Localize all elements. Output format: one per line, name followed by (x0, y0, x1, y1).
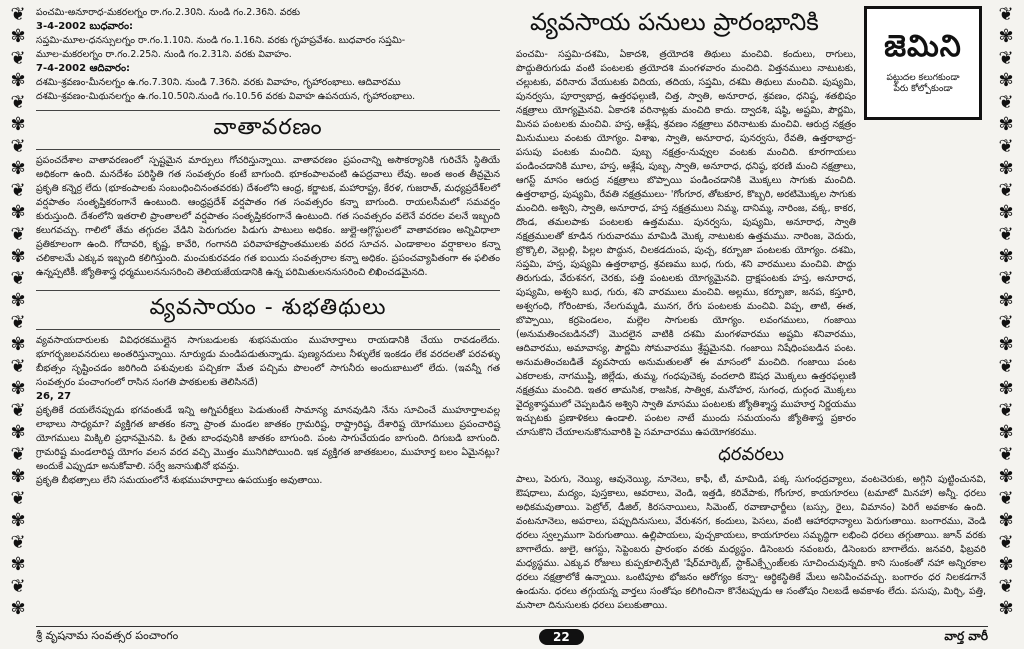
prices-paragraph: పాలు, పెరుగు, నెయ్యి, ఆవునెయ్యి, నూనెలు, కాఫీ, టీ, మామిడి, పక్క సుగంధద్రవ్యాలు, వంటచెరుకు, అగ్గిని పుట్టించునవి, ఔషధాలు, మద్యం, పుస్తకాలు, ఆవరాలు, వెండి, ఇత్తడి, కరివేపాకు, గోంగూర, కాయగూరలు (టమాటో మినహా) అన్నీ. ధరలు అధికమవుతాయి. పెట్రోల్, డీజిల్, కిరసనాయిలు, సిమెంట్, రవాణాఛార్జీలు (బస్సు, రైలు, విమానం) పెరిగే అవకాశం ఉంది. వంటనూనెలు, అపరాలు, పప్పుదినుసులు, వేరుశనగ, కందులు, పెసలు, వంటి ఆహారధాన్యాలు పెరుగుతాయి. బంగారము, వెండి ధరలు స్వల్పముగా పెరుగుతాయి. ఉల్లిపాయలు, పుచ్చకాయలు, కాయగూరలు సమృద్ధిగా లభించి ధరలు తగ్గుతాయి. జూన్ వరకు బాగాలేదు. జులై, ఆగస్టు, సెప్టెంబరు ప్రారంభం వరకు మధ్యస్థం. డిసెంబరు నవంబరు, డిసెంబరు బాగాలేదు. జనవరి, ఫిబ్రవరి మధ్యస్థము. ఎక్కువ రోజులు కుప్పకూలిన్పేటి 'షేర్‌మార్కెట్, స్టాక్‌ఎక్స్చేంజ్‌లకు సూచించువున్నది. కాని సుంకంతో నహా అన్నిరకాల ధరలు నక్షత్రాలోకే ఉన్నాయి. ఒంటిపూట భోజనం ఆరోగ్యం కన్నా- ఆర్థికస్థితికే మేలు అనిపించవచ్చు. బంగారం ధర నిలకడగానే ఉండును. ధరలు తగ్గుయన్న వార్తలు సంతోషం కలిగించినా కొనేటప్పుడు ఆ సంతోషం నిలబడే అవకాశం లేదు. పసుపు, మిర్చి, పత్తి, మసాలా దినుసులకు ధరలు పలుకుతాయి. (516, 474, 986, 611)
ornament-icon: ✾ (998, 246, 1014, 267)
agri-paragraph: వ్యవసాయదారులకు వివిధరకముల్లైన సాగుబడులకు శుభసమయం ముహూర్తాలు రాయడానికి చేయు రావడంలేదు. భూగర్భజలవనరులు అంతరిస్తున్నాయి. నూర్యుడు మండిపడుతున్నాడు. పుణ్యనదులు నీళ్ళులేక ఇంకడం లేక వరదలతో పరవళ్ళు బీభత్సం సృష్టించడం జరిగింది పశువులకు పచ్చికగా మేత పచ్చిమ పొలంలో సాగునీరు అందుబాటులో లేదు. (ఇవన్నీ గత సంవత్సరం పంచాంగంలో రాసిన సంగతి పాఠకులకు తెలిసినదే) (36, 335, 500, 388)
prices-heading: ధరవరలు (718, 444, 784, 465)
ornament-icon: ❦ (998, 400, 1014, 421)
ornament-icon: ✾ (10, 510, 26, 531)
ornament-icon: ✾ (10, 598, 26, 619)
ornament-icon: ✾ (10, 334, 26, 355)
ornament-icon: ❦ (998, 268, 1014, 289)
date-heading: 7-4-2002 ఆదివారం: (36, 63, 131, 74)
weather-heading: వాతావరణం (213, 115, 323, 140)
ornament-icon: ❦ (998, 444, 1014, 465)
ornament-icon: ✾ (998, 378, 1014, 399)
ornament-icon: ❦ (10, 488, 26, 509)
ornament-icon: ✾ (998, 554, 1014, 575)
gemini-logo (864, 6, 982, 120)
ornament-icon: ✾ (10, 158, 26, 179)
ornament-icon: ❦ (998, 532, 1014, 553)
ornament-icon: ❦ (10, 356, 26, 377)
ornament-icon: ✾ (998, 334, 1014, 355)
ornament-icon: ✾ (10, 378, 26, 399)
agri-heading-box (36, 290, 500, 330)
ornament-icon: ✾ (998, 290, 1014, 311)
ornament-icon: ✾ (998, 70, 1014, 91)
ornament-icon: ❦ (10, 576, 26, 597)
agri-paragraph: ప్రకృతి బీభత్సాలు లేని సమయంలోనే శుభముహూర్తాలు ఉపయుక్తం అవుతాయి. (36, 475, 323, 486)
ornament-icon: ✾ (998, 26, 1014, 47)
ornament-icon: ❦ (998, 48, 1014, 69)
logo-tagline-2: పేరు కోల్పోకుండా (893, 84, 953, 94)
ornament-icon: ❦ (10, 48, 26, 69)
muhurtham-line: మూల-మకరలగ్నం రా.గం.2.25ని. నుండి గం.2.31ని. వరకు వివాహం. (36, 49, 292, 60)
ornament-icon: ✾ (998, 114, 1014, 135)
ornament-icon: ❦ (998, 488, 1014, 509)
footer-brand: వార్త వారీ (944, 628, 988, 643)
muhurtham-line: దశమి-శ్రవణం-మీనలగ్నం ఉ.గం.7.30ని. నుండి 7.36ని. వరకు వివాహం, గృహారంభాలు. ఆదివారము (36, 77, 401, 88)
ornament-icon: ❦ (998, 180, 1014, 201)
page-number: 22 (539, 629, 584, 645)
ornament-icon: ❦ (998, 312, 1014, 333)
ornament-icon: ✾ (998, 158, 1014, 179)
ornament-icon: ❦ (10, 136, 26, 157)
ornament-icon: ❦ (998, 356, 1014, 377)
right-title: వ్యవసాయ పనులు ప్రారంభానికి (530, 8, 819, 36)
ornament-icon: ❦ (10, 268, 26, 289)
ornament-icon: ✾ (10, 290, 26, 311)
ornament-icon: ✾ (10, 246, 26, 267)
ornament-icon: ✾ (998, 510, 1014, 531)
ornament-icon: ❦ (10, 4, 26, 25)
ornament-icon: ❦ (10, 312, 26, 333)
ornament-icon: ✾ (10, 554, 26, 575)
agri-days: 26, 27 (36, 391, 72, 402)
ornament-icon: ✾ (998, 202, 1014, 223)
left-ornamental-border (4, 4, 32, 627)
footer-publication-title: శ్రీ వృషనామ సంవత్సర పంచాంగం (36, 629, 179, 642)
agri-paragraph: ప్రకృతికే దయలేనప్పుడు భగవంతుడే ఇన్ని అగ్నిపరీక్షలు పెడుతుంటే సామాన్య మానవుడిని నేను సూచించే ముహూర్తాలవల్ల లాభాలు సాధ్యమా? వ్యక్తిగత జాతకం కన్నా ప్రాంత మండల జాతకం గ్రామరిష్ట, రాష్ట్రారిష్ట, దేశారిష్ట యోగములు ప్రపంచారిష్ట యోగములు మిక్కిలి ప్రధానమైనవి. ఓ రైతు బాంధవునికి జాతకం బాగుంది. పంట సాగుచేయడం బాగుంది. దిగుబడి బాగుంది. గ్రామరిష్ట మండలారిష్ట యోగం వలన వరద వచ్చి మొత్తం మునిగిపోయింది. ఇక వ్యక్తిగత జాతకబలం, ముహూర్త బలం ఏమైనట్లు? అందుకే ఎప్పుడూ అనుకోవాలి. సర్వే జనాసుఖినో భవన్తు. (36, 405, 500, 472)
right-intro-paragraph: పంచమి- సప్తమి-దశమి, ఏకాదశి, త్రయోదశి తిథులు మంచివి. కందులు, రాగులు, పొద్దుతిరుగుడు వంటి పంటలకు త్రయోదశి మంగళవారం మంచిది. విత్తనములు నాటుటకు, చల్లుటకు, వరినారు వేయుటకు విదియ, తదియ, సప్తమి, దశమి తిథులు మంచివి. పుష్యమి, పునర్వసు, పూర్వాభాద్ర, ఉత్తరఫల్గుణి, చిత్త, స్వాతి, అనూరాధ, శ్రవణం, ధనిష్ఠ, శతభిషం నక్షత్రాలు యోగ్యమైనవి. ఏకాదశి వరినాట్లకు మంచిది కాదు. ద్వాదశి, షష్ఠి, అష్టమి, పౌర్ణమి, మినప పంటలకు మంచివి. హస్త, ఆశ్లేష, శ్రవణం నక్షత్రాలు వరినాటుకు మంచివి. ఆరుద్ర నక్షత్రం మినుములు వంటకు యోగ్యం. విశాఖ, స్వాతి, అనూరాధ, పునర్వసు, రేవతి, ఉత్తరాభాద్ర- పసుపు పంటకు మంచిది. పుబ్బ నక్షత్రం-నువ్వుల వంటకు మంచిది. కూరగాయలు పండించడానికి మూల, హస్త, ఆశ్లేష, పుబ్బ, స్వాతి, అనూరాధ, ధనిష్ఠ, భరణి మంచి నక్షత్రాలు, ఆగస్ట్ మాసం ఆరుద్ర నక్షత్రాలు బొప్పాయి పండించడానికి మొక్కలు సాగుకు మంచిది. ఉత్తరాభాద్ర, పుష్యమి, రేవతి నక్షత్రములు- 'గోంగూర, తోటకూర, కొబ్బరి, అరటిమొక్కల సాగుకు మంచిది. అశ్విని, స్వాతి, అనూరాధ, హస్త నక్షత్రములు నిమ్మ, దానిమ్మ, నారింజ, వక్క, కాకర, దొండ, తమలపాకు పంటలకు ఉత్తమము. పునర్వసు, పుష్యమి, అనూరాధ, స్వాతి నక్షత్రములతో కూడిన గురువారము మామిడి మొక్క నాటుటకు ఉత్తమము. నారింజ, వెదురు, బ్రొక్కొలి, వెల్లుల్లి, పిల్లల పొద్దున, చిలకడదుంప, పుచ్చ, కర్బూజా పంటలకు యోగ్యం. దశమి, సప్తమి, హస్త, పుష్యమి ఉత్తరాభాద్ర, శ్రవణము బుధ, గురు, శని వారములు మంచివి. పొద్దు తిరుగుడు, వేరుశనగ, చెరకు, పత్తి పంటలకు యోగ్యమైనవి. ద్రాక్షపంటకు హస్త, అనూరాధ, పుష్యమి, అశ్వని బుధ, గురు, శని వారములు మంచివి. అల్లము, కర్బూజా, జనప, కస్తూరి, అశ్వగంధి, గోరింటాకు, నేలగుమ్మడి, మునగ, రేగు పంటలకు మంచివి. విప్ప, తాటి, ఈత, బొప్పాయి, కర్రపెండలం, మల్లెల సాగులకు యోగ్యం. లవంగములు, గంజాయి (అనుమతించబడినచో) మొదలైన వాటికి దశమి మంగళవారము అష్టమి శనివారము, ఆదివారము, అమావాస్య, పౌర్ణమి సోమవారము శ్రేష్టమైనవి. గంజాయి నిషేధింపబడిన పంట. అనుమతించబడితే వ్యవసాయ అనుమతులతో ఈ మాసంలో మంచిది. గంజాయి పంట ఎకరాలకు, నాగముష్టి, జిల్లేడు, తుమ్మ, గంధపుచెక్క వందలాది ఔషధ మొక్కలు ఉత్తరఫల్గుణి నక్షత్రము మంచిది. ఇతర తామసిక, రాజసిక, సాత్విక, మనోహర, సుగంధ, దుర్గంధ మొక్కలు వైద్యశాస్త్రములో చెప్పబడిన అశ్విని స్వాతి మాసము పంటలకు జ్యోతిశ్శాస్త్ర ముహూర్త నిర్ణయము ఇచ్చుటకు ప్రణాళికలు ఉండాలి. పంటల నాటే ముందు సమయంను జ్యోతిశాస్త్ర ప్రకారం చూసుకొని చేయాలనుకొనువారికి పై సమాచారము ఉపయోగకరము. (516, 49, 856, 438)
ornament-icon: ✾ (10, 26, 26, 47)
date-heading: 3-4-2002 బుధవారం: (36, 21, 134, 32)
ornament-icon: ❦ (998, 92, 1014, 113)
ornament-icon: ❦ (10, 532, 26, 553)
ornament-icon: ✾ (10, 466, 26, 487)
ornament-icon: ❦ (10, 92, 26, 113)
ornament-icon: ✾ (998, 422, 1014, 443)
logo-tagline (882, 71, 963, 97)
ornament-icon: ✾ (10, 202, 26, 223)
muhurtham-line: సప్తమి-మూల-ధనస్సులగ్నం రా.గం.1.10ని. నుండి గం.1.16ని. వరకు గృహప్రవేశం. బుధవారం సప్తమి- (36, 35, 406, 46)
right-ornamental-border (992, 4, 1020, 627)
ornament-icon: ✾ (10, 114, 26, 135)
logo-tagline-1: పట్టుదల కలుగకుండా (886, 73, 960, 83)
ornament-icon: ❦ (10, 224, 26, 245)
ornament-icon: ❦ (10, 444, 26, 465)
ornament-icon: ✾ (998, 466, 1014, 487)
muhurtham-line: పంచమి-అనూరాధ-మకరలగ్నం రా.గం.2.30ని. నుండి గం.2.36ని. వరకు (36, 7, 301, 18)
ornament-icon: ✾ (10, 422, 26, 443)
weather-paragraph: ప్రపంచదేశాల వాతావరణంలో స్పష్టమైన మార్పులు గోచరిస్తున్నాయి. వాతావరణం ప్రపంచాన్ని అసౌకర్యానికి గురిచేసే స్థితియే అధికంగా ఉంది. మనదేశం పరిస్థితి గత సంవత్సరం కంటే బాగుంది. భూకంపాలవంటి ఉపద్రవాలు లేవు. అంత అంత తీవ్రమైన ప్రకృతి కన్నెర్ర లేదు (భూకంపాలకు సంబంధించినంతవరకు) దేశంలోని ఆంధ్ర, కర్ణాటక, మహారాష్ట్ర, కేరళ, గుజరాత్, మధ్యప్రదేశ్‌లలో వర్షపాతం సంతృప్తికరంగానే ఉంటుంది. ఆంధ్రప్రదేశ్ వర్షపాతం గత సంవత్సరం కన్నా బాగుంది. రాయలసీమలో సమవర్షం కురుస్తుంది. దేశంలోని ఇతరాలి ప్రాంతాలలో వర్షపాతం సంతృప్తికరంగానే ఉంటుంది. గత సంవత్సరం వలెనే వరదల వలనే ఇబ్బంది కలుగవచ్చు. గాలిలో తేమ తగ్గుదల వేడిని పెరుగుదల పిడుగు పాటులు అధికం. జుల్లై-ఆగ్గొస్టులలో వాతావరణం అన్నివిధాలా ప్రతికూలంగా ఉంది. గోదావరి, కృష్ణ, కావేరి, గంగానది పరివాహకప్రాంతములకు వరద సూచన. ఎండాకాలం వర్షాకాలం కన్నా చలికాలమే ఎక్కువ ఇబ్బంది కలిగిస్తుంది. మంచుకురవడం గత ఐయిదు సంవత్సరాల కన్నా అధికం. ప్రపంచవ్యాపితంగా ఈ ఫలితం ఉన్నప్పటికీ. జ్యోతిశాస్త్ర ధర్మములననుసరించి తెలియజేయడానికి ఉన్న పరిమితులననుసరించి లిఖించడమైనది. (36, 155, 500, 278)
page-footer (36, 626, 988, 647)
muhurtham-line: దశమి-శ్రవణం-మిథునలగ్నం ఉ.గం.10.50ని.నుండి గం.10.56 వరకు వివాహ ఉపనయన, గృహారంభాలు. (36, 91, 416, 102)
ornament-icon: ❦ (998, 4, 1014, 25)
ornament-icon: ✾ (10, 70, 26, 91)
ornament-icon: ❦ (998, 224, 1014, 245)
agri-heading: వ్యవసాయం - శుభతిథులు (149, 295, 387, 320)
ornament-icon: ❦ (998, 576, 1014, 597)
ornament-icon: ❦ (10, 400, 26, 421)
logo-wordmark: జెమిని (884, 29, 962, 64)
ornament-icon: ❦ (998, 136, 1014, 157)
left-column (36, 6, 500, 488)
weather-heading-box (36, 110, 500, 150)
ornament-icon: ❦ (10, 180, 26, 201)
ornament-icon: ✾ (998, 598, 1014, 619)
